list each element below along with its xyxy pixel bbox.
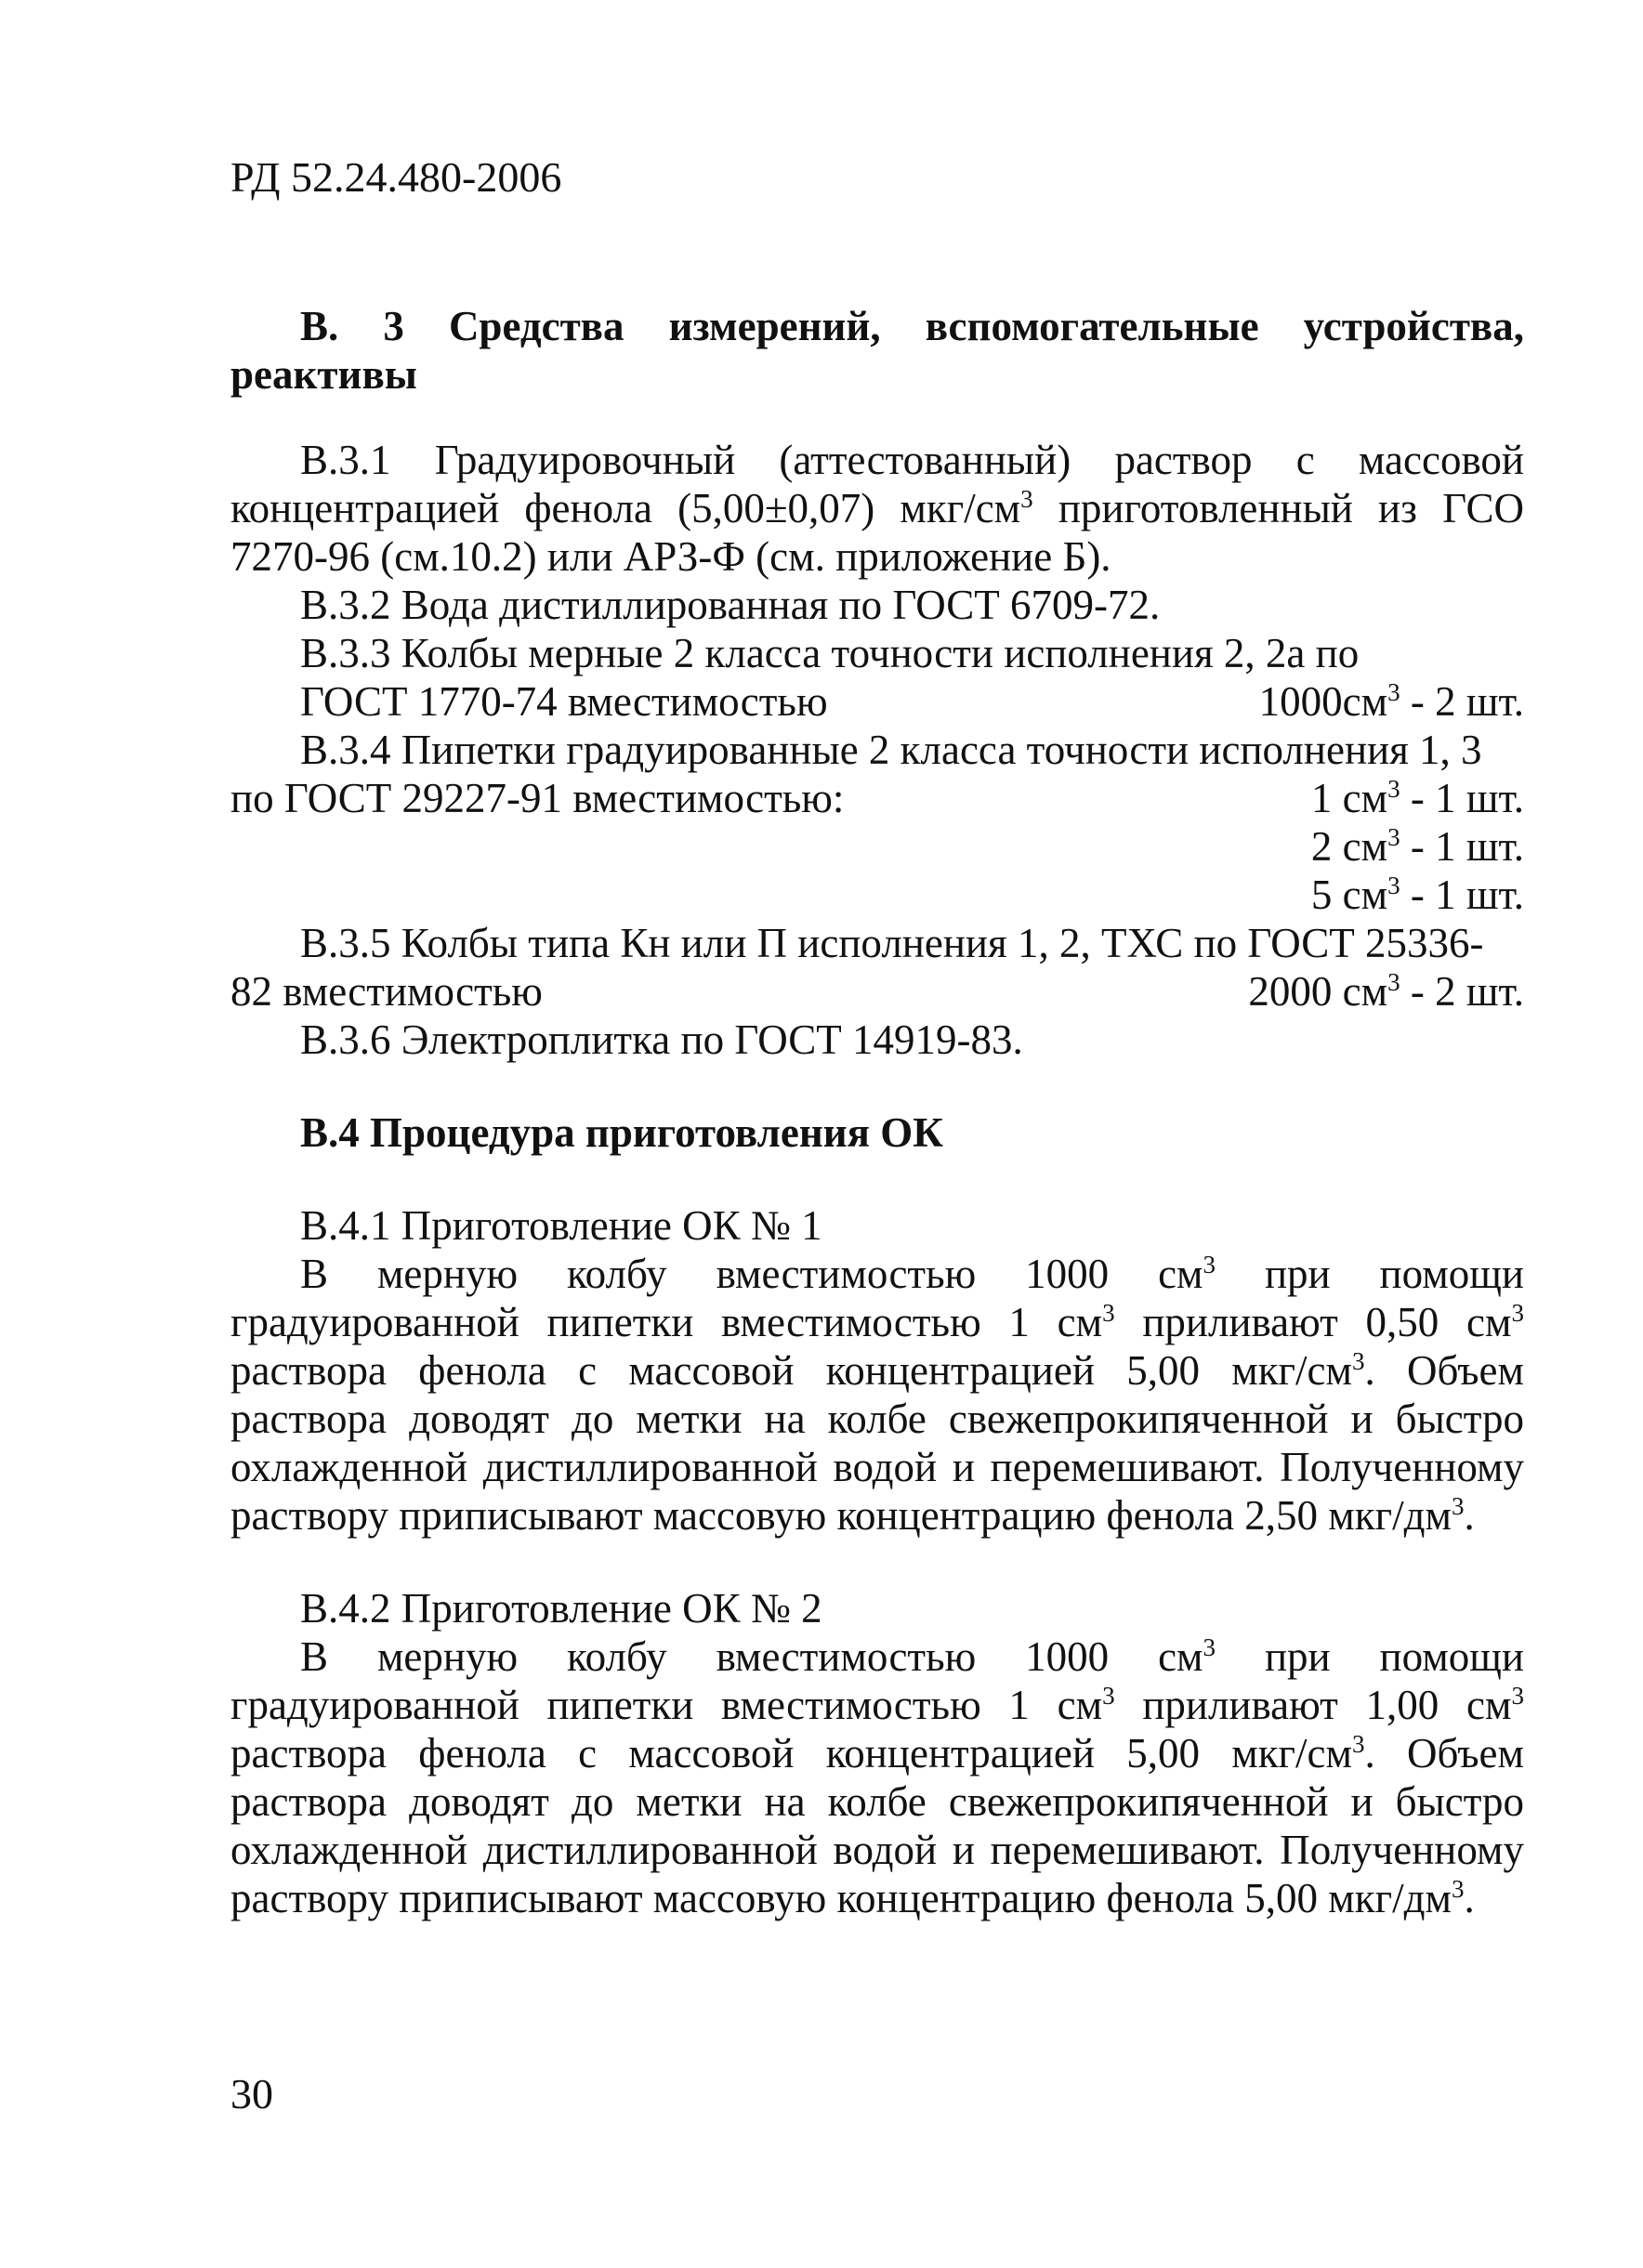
paragraph-b3-5: В.3.5 Колбы типа Кн или П исполнения 1, 2, ТХС по ГОСТ 25336- (300, 920, 1484, 966)
paragraph-b3-2: В.3.2 Вода дистиллированная по ГОСТ 6709-72. (300, 582, 1161, 628)
paragraph-b3-5-quantity-row: 82 вместимостью 2000 $см^3 - 2$ шт. (230, 967, 1524, 1015)
section-b4-heading: В.4 Процедура приготовления ОК (300, 1109, 943, 1156)
page-content (230, 302, 1524, 1922)
paragraph-b3-4-quantity-2: 2 $см^3 - 1$ шт. (1310, 822, 1524, 870)
page-number: 30 (230, 2070, 273, 2117)
paragraph-b4-1: В мерную колбу вместимостью 1000 $см^3$ при помощи градуированной пипетки вместимостью 1 $см^3$ приливают 0,50 $см^3$ раствора фенола с массовой концентрацией 5,00 мкг/$см^3$. Объем раствора доводят до метки на колбе свежепрокипяченной и быстро охлажденной дистиллированной водой и перемешивают. Полученному раствору приписывают массовую концентрацию фенола 2,50 мкг/$дм^3$. (230, 1250, 1524, 1539)
paragraph-b3-4: В.3.4 Пипетки градуированные 2 класса точности исполнения 1, 3 (300, 727, 1482, 773)
subsection-b4-2-title: В.4.2 Приготовление ОК № 2 (300, 1585, 822, 1632)
paragraph-b3-4-quantity-3: 5 $см^3 - 1$ шт. (1310, 871, 1524, 918)
subsection-b4-1-title: В.4.1 Приготовление ОК № 1 (300, 1202, 822, 1249)
paragraph-b3-3-quantity-row: ГОСТ 1770-74 вместимостью $1000см^3 - 2$ шт. (300, 677, 1524, 725)
paragraph-b3-6: В.3.6 Электроплитка по ГОСТ 14919-83. (300, 1016, 1023, 1063)
paragraph-b3-4-quantity-row: по ГОСТ 29227-91 вместимостью: 1 $см^3 - 1$ шт. (230, 774, 1524, 821)
section-b3-heading: В. 3 Средства измерений, вспомогательные устройства, реактивы (230, 303, 1524, 398)
document-code: РД 52.24.480-2006 (230, 153, 562, 201)
paragraph-b3-1: В.3.1 Градуировочный (аттестованный) раствор с массовой концентрацией фенола (5,00±0,07) мкг/$см^3$ приготовленный из ГСО 7270-96 (см.10.2) или АРЗ-Ф (см. приложение Б). (230, 437, 1524, 580)
paragraph-b3-3: В.3.3 Колбы мерные 2 класса точности исполнения 2, 2а по (300, 630, 1360, 676)
paragraph-b4-2: В мерную колбу вместимостью 1000 $см^3$ при помощи градуированной пипетки вместимостью 1 $см^3$ приливают 1,00 $см^3$ раствора фенола с массовой концентрацией 5,00 мкг/$см^3$. Объем раствора доводят до метки на колбе свежепрокипяченной и быстро охлажденной дистиллированной водой и перемешивают. Полученному раствору приписывают массовую концентрацию фенола 5,00 мкг/$дм^3$. (230, 1632, 1524, 1921)
